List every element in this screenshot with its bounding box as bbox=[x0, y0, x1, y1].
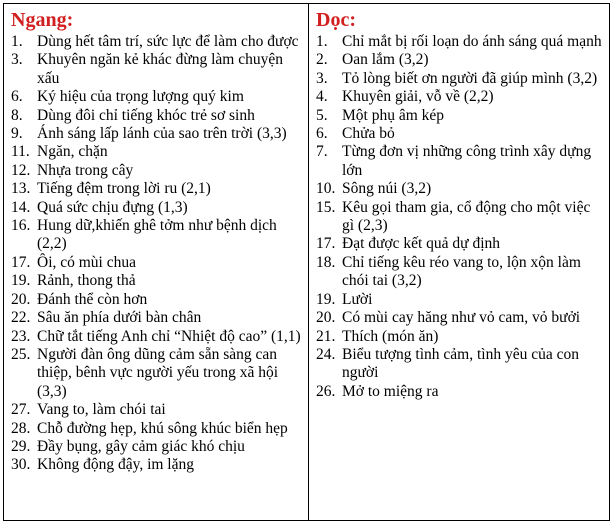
clue-number: 6. bbox=[316, 125, 328, 143]
ngang-column bbox=[4, 4, 309, 520]
clue-number: 21. bbox=[316, 327, 336, 345]
ngang-clue-item bbox=[8, 328, 304, 346]
clue-number: 30. bbox=[11, 456, 31, 474]
clue-text: Đạt được kết quả dự định bbox=[342, 235, 501, 253]
clue-table bbox=[3, 3, 610, 521]
clue-number: 20. bbox=[316, 309, 336, 327]
clue-text: Chỉ tiếng kêu réo vang to, lộn xộn làm chói tai (3,2) bbox=[342, 253, 581, 290]
doc-heading: Dọc: bbox=[316, 9, 356, 31]
clue-text: Sông núi (3,2) bbox=[342, 180, 432, 198]
clue-text: Khuyên ngăn kẻ khác đừng làm chuyện xấu bbox=[37, 51, 283, 87]
clue-text: Vang to, làm chói tai bbox=[37, 401, 166, 419]
clue-text: Quá sức chịu đựng (1,3) bbox=[37, 198, 188, 216]
clue-number: 10. bbox=[316, 180, 336, 198]
ngang-clue-item bbox=[8, 420, 304, 438]
clue-text: Ngăn, chặn bbox=[37, 143, 108, 161]
ngang-clue-item bbox=[8, 456, 304, 474]
clue-text: Người đàn ông dũng cảm sẵn sàng can thiệp, bênh vực người yếu trong xã hội (3,3) bbox=[37, 345, 279, 400]
clue-number: 17. bbox=[316, 235, 336, 253]
ngang-clue-item bbox=[8, 180, 304, 198]
clue-text: Ôi, có mùi chua bbox=[37, 253, 137, 271]
clue-number: 9. bbox=[11, 125, 23, 143]
clue-text: Sâu ăn phía dưới bàn chân bbox=[37, 309, 202, 327]
ngang-clue-item bbox=[8, 51, 304, 88]
clue-number: 19. bbox=[316, 290, 336, 308]
clue-number: 2. bbox=[316, 51, 328, 69]
ngang-clue-item bbox=[8, 199, 304, 217]
doc-clue-item bbox=[313, 383, 605, 401]
clue-number: 22. bbox=[11, 309, 31, 327]
doc-list bbox=[313, 33, 605, 401]
ngang-heading: Ngang: bbox=[11, 9, 74, 31]
doc-column bbox=[309, 4, 609, 520]
clue-text: Tỏ lòng biết ơn người đã giúp mình (3,2) bbox=[342, 69, 598, 87]
clue-text: Oan lắm (3,2) bbox=[342, 51, 429, 69]
ngang-list bbox=[8, 33, 304, 475]
ngang-clue-item bbox=[8, 33, 304, 51]
ngang-clue-item bbox=[8, 272, 304, 290]
clue-text: Thích (món ăn) bbox=[342, 327, 439, 345]
clue-number: 27. bbox=[11, 401, 31, 419]
clue-text: Chữ tắt tiếng Anh chỉ “Nhiệt độ cao” (1,1) bbox=[37, 327, 301, 345]
clue-number: 5. bbox=[316, 106, 328, 124]
ngang-clue-item bbox=[8, 143, 304, 161]
doc-clue-item bbox=[313, 199, 605, 236]
clue-number: 18. bbox=[316, 253, 336, 271]
clue-number: 11. bbox=[11, 143, 30, 161]
clue-text: Nhựa trong cây bbox=[37, 161, 134, 179]
clue-text: Lười bbox=[342, 290, 373, 308]
clue-number: 29. bbox=[11, 437, 31, 455]
clue-number: 28. bbox=[11, 419, 31, 437]
clue-text: Dùng hết tâm trí, sức lực để làm cho được bbox=[37, 33, 299, 50]
doc-clue-item bbox=[313, 70, 605, 88]
clue-text: Hung dữ,khiến ghê tởm như bệnh dịch (2,2) bbox=[37, 217, 277, 253]
ngang-clue-item bbox=[8, 401, 304, 419]
doc-clue-item bbox=[313, 107, 605, 125]
clue-text: Khuyên giải, vỗ về (2,2) bbox=[342, 88, 494, 106]
doc-clue-item bbox=[313, 125, 605, 143]
clue-text: Có mùi cay hăng như vỏ cam, vỏ bưởi bbox=[342, 309, 581, 327]
clue-number: 7. bbox=[316, 143, 328, 161]
clue-number: 26. bbox=[316, 382, 336, 400]
clue-text: Từng đơn vị những công trình xây dựng lớn bbox=[342, 143, 592, 179]
clue-text: Một phụ âm kép bbox=[342, 106, 445, 124]
clue-number: 4. bbox=[316, 88, 328, 106]
doc-clue-item bbox=[313, 51, 605, 69]
clue-text: Mở to miệng ra bbox=[342, 382, 439, 400]
clue-number: 19. bbox=[11, 272, 31, 290]
ngang-clue-item bbox=[8, 254, 304, 272]
doc-clue-item bbox=[313, 309, 605, 327]
clue-number: 24. bbox=[316, 345, 336, 363]
clue-number: 23. bbox=[11, 327, 31, 345]
ngang-clue-item bbox=[8, 309, 304, 327]
clue-number: 16. bbox=[11, 217, 31, 235]
clue-number: 1. bbox=[316, 33, 328, 50]
doc-clue-item bbox=[313, 33, 605, 51]
clue-number: 3. bbox=[11, 51, 23, 69]
doc-clue-item bbox=[313, 346, 605, 383]
ngang-clue-item bbox=[8, 291, 304, 309]
doc-clue-item bbox=[313, 291, 605, 309]
clue-text: Ký hiệu của trọng lượng quý kim bbox=[37, 88, 244, 106]
ngang-clue-item bbox=[8, 438, 304, 456]
clue-text: Ánh sáng lấp lánh của sao trên trời (3,3) bbox=[37, 125, 287, 143]
clue-text: Rảnh, thong thả bbox=[37, 272, 136, 290]
doc-clue-item bbox=[313, 180, 605, 198]
clue-number: 3. bbox=[316, 69, 328, 87]
clue-number: 1. bbox=[11, 33, 23, 50]
ngang-clue-item bbox=[8, 125, 304, 143]
clue-text: Biểu tượng tình cảm, tình yêu của con người bbox=[342, 345, 579, 382]
clue-text: Không động đậy, im lặng bbox=[37, 456, 194, 474]
clue-text: Đánh thể còn hơn bbox=[37, 290, 148, 308]
ngang-clue-item bbox=[8, 346, 304, 401]
doc-clue-item bbox=[313, 143, 605, 180]
clue-text: Chỉ mắt bị rối loạn do ánh sáng quá mạnh bbox=[342, 33, 602, 50]
clue-number: 6. bbox=[11, 88, 23, 106]
clue-number: 8. bbox=[11, 106, 23, 124]
clue-number: 14. bbox=[11, 198, 31, 216]
clue-number: 20. bbox=[11, 290, 31, 308]
clue-number: 13. bbox=[11, 180, 31, 198]
clue-number: 12. bbox=[11, 161, 31, 179]
clue-text: Chỗ đường hẹp, khú sông khúc biển hẹp bbox=[37, 419, 288, 437]
clue-text: Chửa bỏ bbox=[342, 125, 395, 143]
clue-number: 17. bbox=[11, 253, 31, 271]
clue-number: 25. bbox=[11, 345, 31, 363]
ngang-clue-item bbox=[8, 88, 304, 106]
doc-clue-item bbox=[313, 254, 605, 291]
clue-text: Kêu gọi tham gia, cổ động cho một việc gì (2,3) bbox=[342, 198, 591, 235]
ngang-clue-item bbox=[8, 217, 304, 254]
ngang-clue-item bbox=[8, 107, 304, 125]
clue-text: Tiếng đệm trong lời ru (2,1) bbox=[37, 180, 211, 198]
clue-number: 15. bbox=[316, 198, 336, 216]
clue-text: Dùng đôi chỉ tiếng khóc trẻ sơ sinh bbox=[37, 106, 255, 124]
doc-clue-item bbox=[313, 88, 605, 106]
doc-clue-item bbox=[313, 235, 605, 253]
ngang-clue-item bbox=[8, 162, 304, 180]
clue-text: Đầy bụng, gây cảm giác khó chịu bbox=[37, 437, 245, 455]
doc-clue-item bbox=[313, 328, 605, 346]
